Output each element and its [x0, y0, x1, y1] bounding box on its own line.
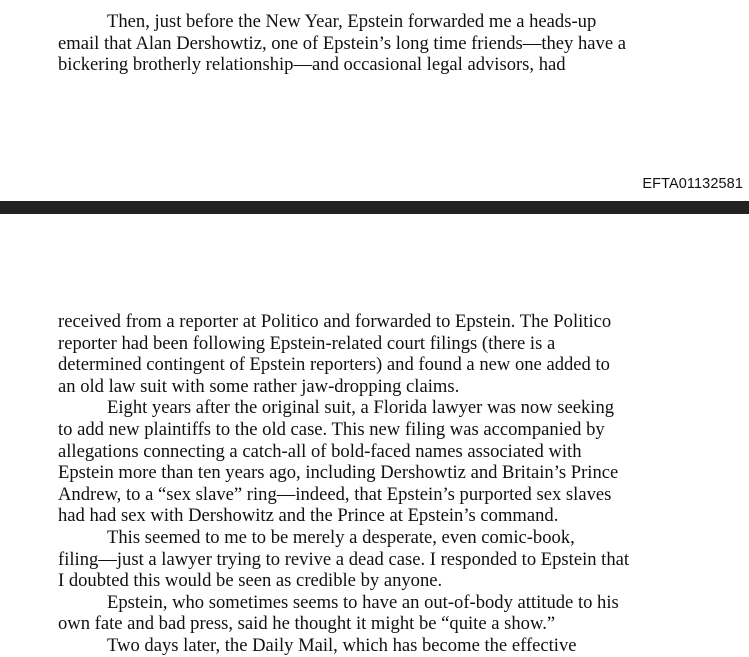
text-line: received from a reporter at Politico and forwarded to Epstein. The Politico — [58, 311, 612, 332]
text-line: an old law suit with some rather jaw-dropping claims. — [58, 375, 460, 397]
text-line: to add new plaintiffs to the old case. This new filing was accompanied by — [58, 418, 605, 440]
text-line: Epstein more than ten years ago, including Dershowtiz and Britain’s Prince — [58, 462, 619, 484]
text-line: allegations connecting a catch-all of bold-faced names associated with — [58, 440, 582, 462]
text-line: reporter had been following Epstein-related court filings (there is a — [58, 332, 556, 354]
document-page-bottom — [0, 214, 749, 656]
text-line: Eight years after the original suit, a Florida lawyer was now seeking — [107, 397, 615, 419]
bates-number: EFTA01132581 — [642, 176, 743, 192]
text-line: had had sex with Dershowitz and the Prince at Epstein’s command. — [58, 505, 559, 527]
text-line: filing—just a lawyer trying to revive a dead case. I responded to Epstein that — [58, 548, 630, 570]
text-line: Then, just before the New Year, Epstein forwarded me a heads-up — [107, 11, 597, 32]
document-page-top — [0, 0, 749, 201]
text-line: This seemed to me to be merely a desperate, even comic-book, — [107, 526, 575, 548]
body-text-top — [58, 11, 626, 76]
text-line: own fate and bad press, said he thought it might be “quite a show.” — [58, 613, 556, 635]
text-line: Two days later, the Daily Mail, which has become the effective — [107, 634, 577, 656]
page-break-divider — [0, 201, 749, 214]
text-line: I doubted this would be seen as credible by anyone. — [58, 570, 443, 592]
text-line: Epstein, who sometimes seems to have an out-of-body attitude to his — [107, 591, 619, 613]
text-line: determined contingent of Epstein reporters) and found a new one added to — [58, 354, 610, 376]
text-line: email that Alan Dershowtiz, one of Epstein’s long time friends—they have a — [58, 32, 626, 54]
text-line: Andrew, to a “sex slave” ring—indeed, that Epstein’s purported sex slaves — [58, 483, 612, 505]
text-line: bickering brotherly relationship—and occasional legal advisors, had — [58, 54, 566, 76]
body-text-bottom — [58, 311, 629, 657]
